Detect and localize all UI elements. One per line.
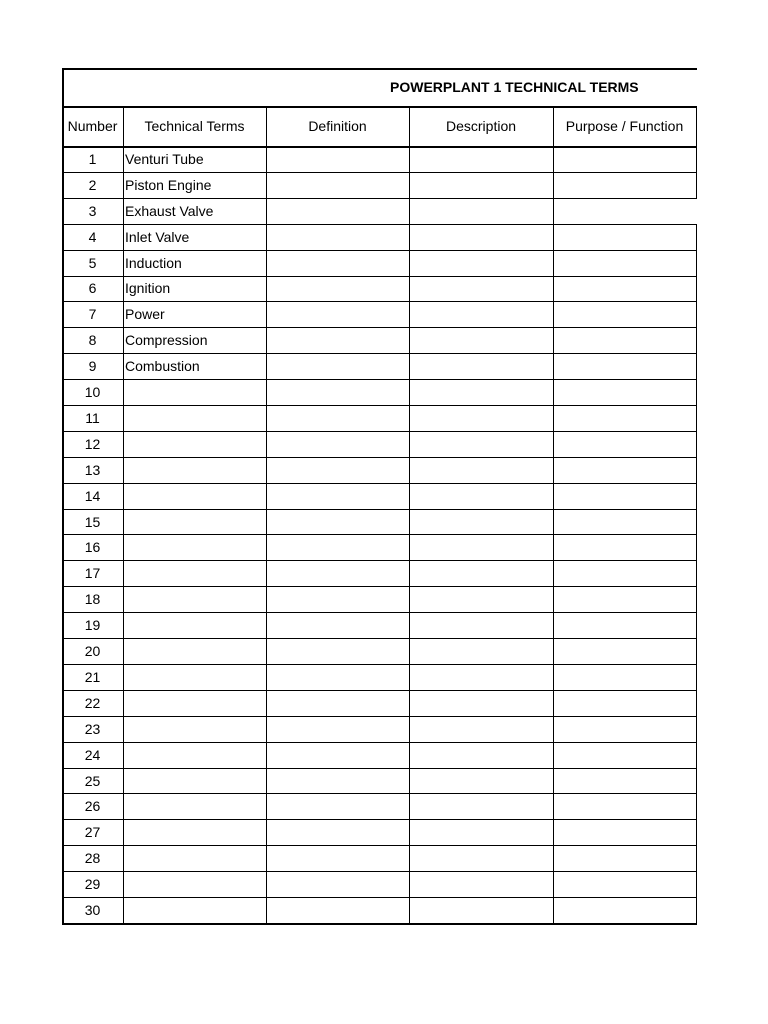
column-header: Description [445, 118, 517, 134]
row-number: 3 [88, 202, 97, 219]
purpose-cell[interactable] [553, 405, 696, 431]
row-right-border [696, 897, 697, 923]
definition-cell[interactable] [266, 276, 409, 302]
technical-term-cell[interactable] [123, 483, 266, 509]
definition-cell[interactable] [266, 560, 409, 586]
row-right-border [696, 483, 697, 509]
row-right-border [696, 690, 697, 716]
technical-term-cell[interactable]: Induction [125, 254, 182, 271]
purpose-cell[interactable] [553, 250, 696, 276]
technical-term-cell[interactable] [123, 457, 266, 483]
row-number: 8 [88, 332, 97, 349]
description-cell[interactable] [409, 405, 553, 431]
definition-cell[interactable] [266, 768, 409, 794]
sheet-title: POWERPLANT 1 TECHNICAL TERMS [390, 79, 639, 95]
description-cell[interactable] [409, 794, 553, 820]
row-number: 10 [84, 384, 101, 401]
purpose-cell[interactable] [553, 819, 696, 845]
definition-cell[interactable] [266, 198, 409, 224]
row-number: 9 [88, 358, 97, 375]
row-number: 24 [84, 746, 101, 763]
definition-cell[interactable] [266, 379, 409, 405]
technical-term-cell[interactable] [123, 509, 266, 535]
description-cell[interactable] [409, 664, 553, 690]
definition-cell[interactable] [266, 716, 409, 742]
row-number: 20 [84, 643, 101, 660]
column-header: Number [67, 118, 118, 134]
row-number: 4 [88, 228, 97, 245]
definition-cell[interactable] [266, 457, 409, 483]
technical-term-cell[interactable]: Ignition [125, 280, 171, 297]
column-header: Technical Terms [144, 118, 245, 134]
row-number: 5 [88, 254, 97, 271]
purpose-cell[interactable] [553, 794, 696, 820]
technical-term-cell[interactable] [123, 664, 266, 690]
row-number: 29 [84, 876, 101, 893]
definition-cell[interactable] [266, 224, 409, 250]
purpose-cell[interactable] [553, 664, 696, 690]
row-right-border [696, 301, 697, 327]
technical-term-cell[interactable] [123, 638, 266, 664]
row-right-border [696, 612, 697, 638]
row-number: 27 [84, 824, 101, 841]
row-right-border [696, 768, 697, 793]
technical-term-cell[interactable]: Exhaust Valve [125, 202, 214, 219]
purpose-cell[interactable] [553, 768, 696, 794]
technical-term-cell[interactable] [123, 586, 266, 612]
row-right-border [696, 276, 697, 301]
technical-term-cell[interactable] [123, 897, 266, 923]
column-header: Purpose / Function [565, 118, 684, 134]
purpose-cell[interactable] [553, 716, 696, 742]
definition-cell[interactable] [266, 794, 409, 820]
row-number: 11 [85, 409, 100, 426]
row-right-border [696, 871, 697, 897]
definition-cell[interactable] [266, 431, 409, 457]
row-right-border [696, 146, 697, 172]
description-cell[interactable] [409, 431, 553, 457]
description-cell[interactable] [409, 172, 553, 198]
row-number: 22 [84, 694, 101, 711]
row-number: 7 [88, 306, 97, 323]
title-top-border [62, 68, 697, 70]
description-cell[interactable] [409, 379, 553, 405]
description-cell[interactable] [409, 819, 553, 845]
technical-term-cell[interactable] [123, 690, 266, 716]
row-right-border [696, 535, 697, 560]
row-right-border [696, 457, 697, 483]
row-number: 23 [84, 720, 101, 737]
row-number: 30 [84, 902, 101, 919]
technical-term-cell[interactable] [123, 612, 266, 638]
purpose-cell[interactable] [553, 146, 696, 172]
row-right-border [696, 379, 697, 405]
definition-cell[interactable] [266, 845, 409, 871]
definition-cell[interactable] [266, 146, 409, 172]
description-cell[interactable] [409, 690, 553, 716]
purpose-cell[interactable] [553, 560, 696, 586]
purpose-cell[interactable] [553, 379, 696, 405]
purpose-cell[interactable] [553, 535, 696, 561]
description-cell[interactable] [409, 509, 553, 535]
row-number: 19 [84, 617, 101, 634]
row-number: 6 [88, 280, 97, 297]
row-number: 16 [84, 539, 101, 556]
definition-cell[interactable] [266, 742, 409, 768]
purpose-cell[interactable] [553, 845, 696, 871]
purpose-cell[interactable] [553, 457, 696, 483]
technical-term-cell[interactable] [123, 431, 266, 457]
row-number: 18 [84, 591, 101, 608]
technical-term-cell[interactable]: Power [125, 306, 165, 323]
definition-cell[interactable] [266, 690, 409, 716]
description-cell[interactable] [409, 768, 553, 794]
definition-cell[interactable] [266, 172, 409, 198]
row-number: 2 [88, 176, 97, 193]
row-number: 26 [84, 798, 101, 815]
definition-cell[interactable] [266, 535, 409, 561]
definition-cell[interactable] [266, 509, 409, 535]
row-right-border [696, 250, 697, 276]
row-number: 13 [84, 461, 101, 478]
description-cell[interactable] [409, 146, 553, 172]
description-cell[interactable] [409, 457, 553, 483]
technical-term-cell[interactable] [123, 716, 266, 742]
row-number: 15 [84, 513, 101, 530]
definition-cell[interactable] [266, 301, 409, 327]
purpose-cell[interactable] [553, 586, 696, 612]
purpose-cell[interactable] [553, 431, 696, 457]
technical-term-cell[interactable] [123, 742, 266, 768]
description-cell[interactable] [409, 871, 553, 897]
description-cell[interactable] [409, 276, 553, 302]
description-cell[interactable] [409, 586, 553, 612]
definition-cell[interactable] [266, 612, 409, 638]
row-right-border [696, 560, 697, 586]
row-right-border [696, 353, 697, 379]
purpose-cell[interactable] [553, 198, 696, 224]
description-cell[interactable] [409, 198, 553, 224]
technical-term-cell[interactable] [123, 871, 266, 897]
description-cell[interactable] [409, 327, 553, 353]
row-number: 1 [88, 150, 97, 167]
definition-cell[interactable] [266, 250, 409, 276]
row-right-border [696, 509, 697, 534]
definition-cell[interactable] [266, 483, 409, 509]
technical-term-cell[interactable]: Inlet Valve [125, 228, 190, 245]
row-number: 28 [84, 850, 101, 867]
definition-cell[interactable] [266, 638, 409, 664]
row-right-border [696, 431, 697, 457]
definition-cell[interactable] [266, 664, 409, 690]
description-cell[interactable] [409, 483, 553, 509]
purpose-cell[interactable] [553, 742, 696, 768]
definition-cell[interactable] [266, 405, 409, 431]
description-cell[interactable] [409, 224, 553, 250]
purpose-cell[interactable] [553, 172, 696, 198]
purpose-cell[interactable] [553, 897, 696, 923]
technical-term-cell[interactable] [123, 819, 266, 845]
row-right-border [696, 586, 697, 612]
technical-term-cell[interactable]: Combustion [125, 358, 200, 375]
row-right-border [696, 172, 697, 198]
description-cell[interactable] [409, 353, 553, 379]
description-cell[interactable] [409, 845, 553, 871]
row-number: 12 [84, 435, 101, 452]
technical-term-cell[interactable] [123, 535, 266, 561]
definition-cell[interactable] [266, 586, 409, 612]
purpose-cell[interactable] [553, 871, 696, 897]
description-cell[interactable] [409, 897, 553, 923]
description-cell[interactable] [409, 612, 553, 638]
description-cell[interactable] [409, 560, 553, 586]
technical-term-cell[interactable] [123, 405, 266, 431]
definition-cell[interactable] [266, 871, 409, 897]
definition-cell[interactable] [266, 819, 409, 845]
purpose-cell[interactable] [553, 276, 696, 302]
row-right-border [696, 664, 697, 690]
row-right-border [696, 716, 697, 742]
row-right-border [696, 405, 697, 431]
row-number: 21 [84, 668, 101, 685]
technical-term-cell[interactable]: Venturi Tube [125, 150, 204, 167]
description-cell[interactable] [409, 535, 553, 561]
row-right-border [696, 638, 697, 664]
purpose-cell[interactable] [553, 224, 696, 250]
technical-term-cell[interactable] [123, 794, 266, 820]
technical-term-cell[interactable] [123, 379, 266, 405]
technical-term-cell[interactable] [123, 560, 266, 586]
row-right-border [696, 224, 697, 250]
description-cell[interactable] [409, 638, 553, 664]
description-cell[interactable] [409, 716, 553, 742]
table-bottom-border [62, 923, 697, 925]
row-right-border [696, 327, 697, 353]
header-right-border [696, 106, 697, 146]
definition-cell[interactable] [266, 353, 409, 379]
technical-terms-sheet [62, 68, 698, 920]
description-cell[interactable] [409, 250, 553, 276]
description-cell[interactable] [409, 742, 553, 768]
row-right-border [696, 794, 697, 819]
row-number: 25 [84, 772, 101, 789]
purpose-cell[interactable] [553, 327, 696, 353]
purpose-cell[interactable] [553, 483, 696, 509]
row-right-border [696, 742, 697, 768]
row-right-border [696, 819, 697, 845]
technical-term-cell[interactable]: Compression [125, 332, 208, 349]
definition-cell[interactable] [266, 327, 409, 353]
row-right-border [696, 845, 697, 871]
purpose-cell[interactable] [553, 353, 696, 379]
row-number: 17 [84, 565, 101, 582]
purpose-cell[interactable] [553, 612, 696, 638]
technical-term-cell[interactable] [123, 768, 266, 794]
purpose-cell[interactable] [553, 301, 696, 327]
purpose-cell[interactable] [553, 638, 696, 664]
technical-term-cell[interactable] [123, 845, 266, 871]
description-cell[interactable] [409, 301, 553, 327]
column-header: Definition [308, 118, 367, 134]
technical-term-cell[interactable]: Piston Engine [125, 176, 212, 193]
definition-cell[interactable] [266, 897, 409, 923]
row-number: 14 [84, 487, 101, 504]
purpose-cell[interactable] [553, 690, 696, 716]
purpose-cell[interactable] [553, 509, 696, 535]
